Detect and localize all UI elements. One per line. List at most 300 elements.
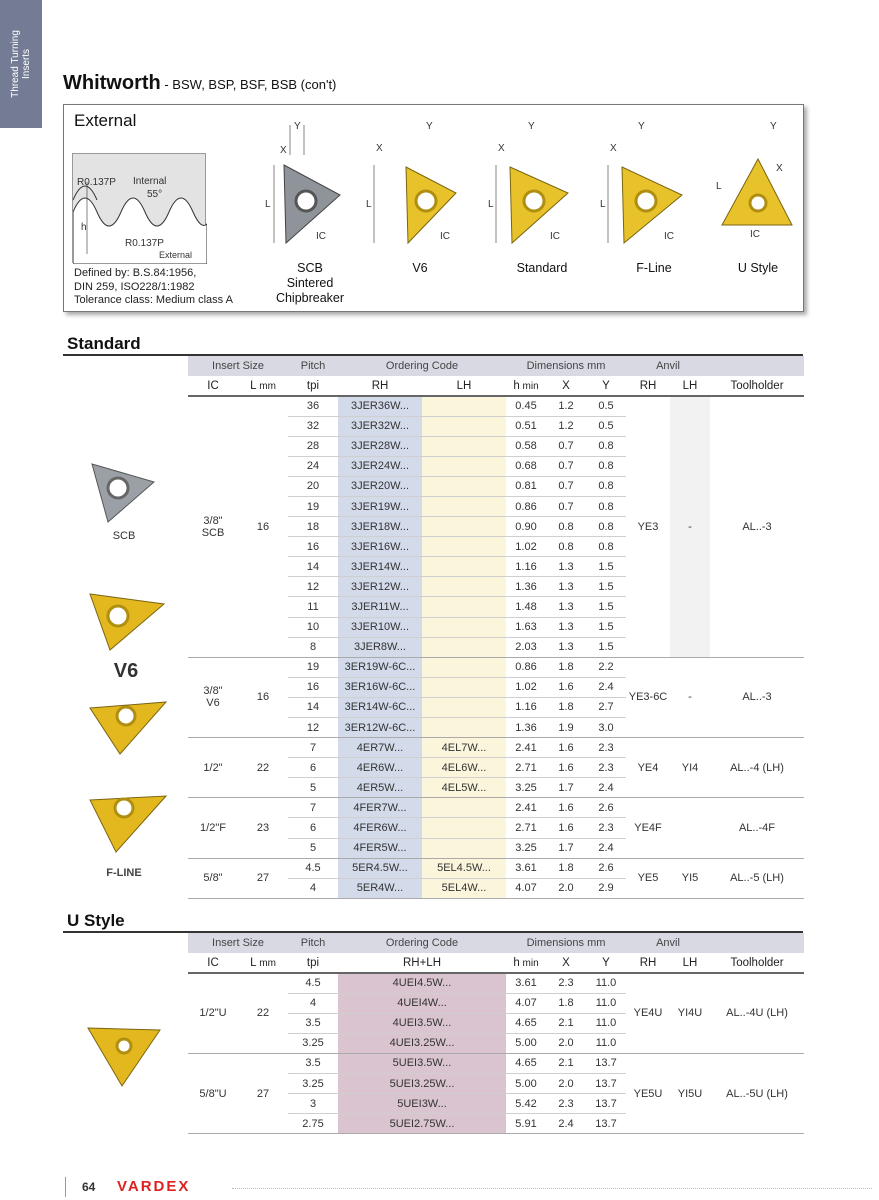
dim-x: 1.9 <box>546 718 586 738</box>
pitch-tpi: 4 <box>288 878 338 898</box>
dim-h: 0.86 <box>506 496 546 516</box>
dim-x: 0.8 <box>546 537 586 557</box>
dim-y: 1.5 <box>586 637 626 657</box>
code-rh: 3JER20W... <box>338 476 422 496</box>
code-lh: 5EL4W... <box>422 878 506 898</box>
page-number: 64 <box>82 1180 96 1194</box>
svg-text:IC: IC <box>550 231 560 242</box>
pitch-tpi: 18 <box>288 517 338 537</box>
v6-logo-text: V6 <box>113 660 139 682</box>
tool-fline <box>594 115 714 275</box>
dim-h: 3.25 <box>506 778 546 798</box>
scb-insert-icon <box>250 115 370 255</box>
pitch-tpi: 3.25 <box>288 1073 338 1093</box>
hdr-toolholder: Toolholder <box>710 376 804 396</box>
hdr-y: Y <box>586 376 626 396</box>
dim-x: 1.8 <box>546 657 586 677</box>
side-tab-label: Thread Turning Inserts <box>10 30 33 98</box>
footer-divider <box>65 1177 66 1197</box>
insert-ic: 3/8" V6 <box>188 657 238 737</box>
anvil-anvil-rh: YE3-6C <box>626 657 670 737</box>
table-row <box>188 858 804 878</box>
code-lh <box>422 436 506 456</box>
pitch-tpi: 3 <box>288 1094 338 1114</box>
anvil-toolholder: AL..-3 <box>710 657 804 737</box>
dim-x: 1.2 <box>546 396 586 416</box>
u-hdr-rhlh: RH+LH <box>338 953 506 973</box>
dim-y: 2.6 <box>586 858 626 878</box>
hdr-pitch: Pitch <box>288 356 338 376</box>
dim-x: 1.8 <box>546 697 586 717</box>
tool-label-standard: Standard <box>516 261 568 275</box>
ustyle-header-2 <box>188 953 804 973</box>
dim-x: 1.6 <box>546 738 586 758</box>
tool-scb <box>250 115 370 305</box>
dim-h: 1.16 <box>506 557 546 577</box>
dim-x: 1.6 <box>546 677 586 697</box>
v6-logo <box>106 660 146 683</box>
table-row <box>188 738 804 758</box>
table-row <box>188 798 804 818</box>
v6-insert-image <box>84 586 168 661</box>
title-main: Whitworth <box>63 72 161 94</box>
code-rh: 3JER16W... <box>338 537 422 557</box>
dim-x: 1.8 <box>546 993 586 1013</box>
code-rh: 4FER6W... <box>338 818 422 838</box>
pitch-tpi: 4.5 <box>288 858 338 878</box>
standard-insert-image <box>86 694 170 763</box>
hdr-lh: LH <box>422 376 506 396</box>
tool-label-fline: F-Line <box>636 261 672 275</box>
code-rh: 3JER10W... <box>338 617 422 637</box>
code-lh: 4EL5W... <box>422 778 506 798</box>
tool-ustyle <box>698 115 818 275</box>
insert-ic: 1/2" <box>188 738 238 798</box>
pitch-tpi: 10 <box>288 617 338 637</box>
pitch-tpi: 8 <box>288 637 338 657</box>
dim-h: 1.16 <box>506 697 546 717</box>
dim-y: 2.3 <box>586 758 626 778</box>
dim-h: 2.41 <box>506 798 546 818</box>
dim-y: 13.7 <box>586 1073 626 1093</box>
insert-l: 27 <box>238 858 288 898</box>
dim-h: 5.00 <box>506 1033 546 1053</box>
code-lh: 4EL6W... <box>422 758 506 778</box>
u-hdr-dimensions: Dimensions mm <box>506 933 626 953</box>
hdr-l-label: L <box>250 379 257 392</box>
insert-l: 22 <box>238 973 288 1053</box>
u-hdr-tpi: tpi <box>288 953 338 973</box>
dim-x: 0.7 <box>546 456 586 476</box>
code-rhlh: 4UEI3.25W... <box>338 1033 506 1053</box>
code-rh: 3JER28W... <box>338 436 422 456</box>
code-lh <box>422 456 506 476</box>
dim-x: 2.0 <box>546 878 586 898</box>
code-rh: 3ER19W-6C... <box>338 657 422 677</box>
scb-insert-image <box>88 456 158 531</box>
pitch-tpi: 5 <box>288 778 338 798</box>
anvil-anvil-lh: YI4 <box>670 738 710 798</box>
u-hdr-anvil: Anvil <box>626 933 710 953</box>
dim-h: 1.02 <box>506 677 546 697</box>
code-rh: 3JER14W... <box>338 557 422 577</box>
ustyle-insert-image <box>84 1020 164 1095</box>
dim-h: 0.81 <box>506 476 546 496</box>
dim-x: 1.6 <box>546 758 586 778</box>
svg-text:X: X <box>610 143 617 154</box>
dim-y: 13.7 <box>586 1114 626 1134</box>
dim-y: 2.2 <box>586 657 626 677</box>
anvil-anvil-lh: YI4U <box>670 973 710 1053</box>
svg-text:Y: Y <box>426 121 433 132</box>
code-lh <box>422 496 506 516</box>
code-lh <box>422 557 506 577</box>
code-rh: 3JER24W... <box>338 456 422 476</box>
profile-external: External <box>159 250 193 260</box>
dim-y: 1.5 <box>586 557 626 577</box>
u-hdr-l <box>238 953 288 973</box>
dim-x: 1.6 <box>546 798 586 818</box>
dim-ic: IC <box>316 231 326 242</box>
code-rh: 3JER8W... <box>338 637 422 657</box>
u-hdr-h-label: h <box>513 956 520 969</box>
pitch-tpi: 20 <box>288 476 338 496</box>
title-sub: - BSW, BSP, BSF, BSB (con't) <box>160 77 337 92</box>
code-lh <box>422 718 506 738</box>
code-rh: 4ER7W... <box>338 738 422 758</box>
code-lh <box>422 818 506 838</box>
standard-title: Standard <box>67 334 141 353</box>
dim-y: 2.4 <box>586 778 626 798</box>
dim-y: 0.8 <box>586 436 626 456</box>
anvil-anvil-rh: YE4F <box>626 798 670 858</box>
code-lh <box>422 657 506 677</box>
dim-y: 13.7 <box>586 1094 626 1114</box>
code-rhlh: 4UEI4.5W... <box>338 973 506 993</box>
insert-ic: 1/2"F <box>188 798 238 858</box>
dim-y: 0.5 <box>586 396 626 416</box>
table-row <box>188 396 804 416</box>
hdr-h-label: h <box>513 379 520 392</box>
code-rh: 5ER4W... <box>338 878 422 898</box>
hdr-ic: IC <box>188 376 238 396</box>
code-lh <box>422 838 506 858</box>
svg-text:IC: IC <box>440 231 450 242</box>
hdr-x: X <box>546 376 586 396</box>
dim-h: 0.51 <box>506 416 546 436</box>
dim-h: 5.00 <box>506 1073 546 1093</box>
dim-x: 1.3 <box>546 617 586 637</box>
dim-x: 2.0 <box>546 1033 586 1053</box>
anvil-anvil-lh: - <box>670 396 710 657</box>
v6-insert-icon <box>360 115 480 255</box>
hdr-l <box>238 376 288 396</box>
u-hdr-blank <box>710 933 804 953</box>
code-lh <box>422 637 506 657</box>
dim-x: 1.2 <box>546 416 586 436</box>
dim-h: 4.65 <box>506 1053 546 1073</box>
dim-x: 1.3 <box>546 597 586 617</box>
dim-y: 2.4 <box>586 677 626 697</box>
anvil-anvil-rh: YE4 <box>626 738 670 798</box>
dim-y: 1.5 <box>586 577 626 597</box>
pitch-tpi: 12 <box>288 577 338 597</box>
code-lh <box>422 697 506 717</box>
u-hdr-pitch: Pitch <box>288 933 338 953</box>
insert-l: 27 <box>238 1053 288 1133</box>
standard-header-2 <box>188 376 804 396</box>
pitch-tpi: 6 <box>288 758 338 778</box>
dim-y: 2.3 <box>586 818 626 838</box>
pitch-tpi: 2.75 <box>288 1114 338 1134</box>
hdr-l-unit: mm <box>256 380 276 392</box>
u-hdr-h <box>506 953 546 973</box>
code-rh: 3JER32W... <box>338 416 422 436</box>
code-lh <box>422 416 506 436</box>
pitch-tpi: 24 <box>288 456 338 476</box>
code-rh: 3ER14W-6C... <box>338 697 422 717</box>
hdr-ordering-code: Ordering Code <box>338 356 506 376</box>
dim-y: 11.0 <box>586 973 626 993</box>
dim-h: 0.68 <box>506 456 546 476</box>
table-row <box>188 657 804 677</box>
dim-y: 0.8 <box>586 456 626 476</box>
dim-h: 3.61 <box>506 858 546 878</box>
profile-angle: 55° <box>147 189 163 200</box>
dim-h: 4.07 <box>506 993 546 1013</box>
svg-text:Y: Y <box>528 121 535 132</box>
code-rh: 3JER19W... <box>338 496 422 516</box>
insert-l: 23 <box>238 798 288 858</box>
dim-h: 3.25 <box>506 838 546 858</box>
anvil-toolholder: AL..-5U (LH) <box>710 1053 804 1133</box>
svg-text:X: X <box>498 143 505 154</box>
pitch-tpi: 6 <box>288 818 338 838</box>
anvil-anvil-lh: - <box>670 657 710 737</box>
code-rh: 3ER12W-6C... <box>338 718 422 738</box>
code-rhlh: 5UEI3.25W... <box>338 1073 506 1093</box>
u-hdr-y: Y <box>586 953 626 973</box>
dim-y: 13.7 <box>586 1053 626 1073</box>
code-rhlh: 5UEI3.5W... <box>338 1053 506 1073</box>
pitch-tpi: 11 <box>288 597 338 617</box>
anvil-anvil-rh: YE5U <box>626 1053 670 1133</box>
svg-text:L: L <box>488 199 494 210</box>
insert-ic: 5/8" <box>188 858 238 898</box>
dim-x: 1.6 <box>546 818 586 838</box>
dim-h: 2.71 <box>506 818 546 838</box>
hdr-anvil-rh: RH <box>626 376 670 396</box>
page-title <box>63 72 336 95</box>
defined-line-2: DIN 259, ISO228/1:1982 <box>74 280 195 293</box>
code-rh: 3JER18W... <box>338 517 422 537</box>
dim-y: 2.3 <box>586 738 626 758</box>
code-lh <box>422 677 506 697</box>
code-rh: 3JER36W... <box>338 396 422 416</box>
pitch-tpi: 16 <box>288 537 338 557</box>
dim-x: 1.3 <box>546 557 586 577</box>
defined-line-1: Defined by: B.S.84:1956, <box>74 267 197 279</box>
dim-h: 0.45 <box>506 396 546 416</box>
hdr-insert-size: Insert Size <box>188 356 288 376</box>
dim-y: 0.8 <box>586 476 626 496</box>
svg-text:Y: Y <box>638 121 645 132</box>
code-rhlh: 5UEI3W... <box>338 1094 506 1114</box>
pitch-tpi: 5 <box>288 838 338 858</box>
u-hdr-anvil-rh: RH <box>626 953 670 973</box>
pitch-tpi: 19 <box>288 657 338 677</box>
pitch-tpi: 16 <box>288 677 338 697</box>
dim-l: L <box>265 199 271 210</box>
fline-insert-image <box>86 786 170 861</box>
dim-y: 2.9 <box>586 878 626 898</box>
u-hdr-ordering-code: Ordering Code <box>338 933 506 953</box>
dim-h: 5.42 <box>506 1094 546 1114</box>
dim-h: 1.63 <box>506 617 546 637</box>
dim-y: 2.4 <box>586 838 626 858</box>
dim-h: 0.58 <box>506 436 546 456</box>
code-lh <box>422 798 506 818</box>
dim-x: X <box>280 145 287 156</box>
u-hdr-l-unit: mm <box>256 957 276 969</box>
profile-h: h <box>81 222 87 233</box>
code-rhlh: 5UEI2.75W... <box>338 1114 506 1134</box>
dim-h: 1.48 <box>506 597 546 617</box>
thread-profile-diagram <box>72 153 206 263</box>
dim-x: 2.1 <box>546 1053 586 1073</box>
dim-y: 11.0 <box>586 1013 626 1033</box>
code-rh: 3JER12W... <box>338 577 422 597</box>
hdr-h-unit: min <box>519 380 539 392</box>
standard-table <box>188 356 804 899</box>
dim-x: 2.4 <box>546 1114 586 1134</box>
pitch-tpi: 32 <box>288 416 338 436</box>
anvil-anvil-rh: YE3 <box>626 396 670 657</box>
insert-ic: 3/8" SCB <box>188 396 238 657</box>
svg-text:L: L <box>600 199 606 210</box>
dim-y: 3.0 <box>586 718 626 738</box>
defined-line-3: Tolerance class: Medium class A <box>74 294 233 306</box>
code-lh <box>422 537 506 557</box>
pitch-tpi: 36 <box>288 396 338 416</box>
dim-y: 11.0 <box>586 1033 626 1053</box>
insert-l: 22 <box>238 738 288 798</box>
dim-h: 5.91 <box>506 1114 546 1134</box>
code-lh: 4EL7W... <box>422 738 506 758</box>
external-title: External <box>74 111 137 130</box>
dim-y: 0.8 <box>586 517 626 537</box>
u-hdr-l-label: L <box>250 956 257 969</box>
fline-logo: F-LINE <box>106 867 142 879</box>
pitch-tpi: 3.5 <box>288 1053 338 1073</box>
code-lh <box>422 617 506 637</box>
tool-standard <box>482 115 602 275</box>
ustyle-table <box>188 933 804 1134</box>
pitch-tpi: 12 <box>288 718 338 738</box>
defined-by <box>74 267 233 308</box>
dim-h: 3.61 <box>506 973 546 993</box>
brand-logo: VARDEX <box>117 1178 191 1195</box>
pitch-tpi: 3.5 <box>288 1013 338 1033</box>
insert-ic: 5/8"U <box>188 1053 238 1133</box>
anvil-anvil-rh: YE4U <box>626 973 670 1053</box>
dim-x: 1.3 <box>546 637 586 657</box>
standard-header-1 <box>188 356 804 376</box>
pitch-tpi: 4.5 <box>288 973 338 993</box>
anvil-anvil-rh: YE5 <box>626 858 670 898</box>
hdr-h <box>506 376 546 396</box>
hdr-rh: RH <box>338 376 422 396</box>
anvil-anvil-lh: YI5U <box>670 1053 710 1133</box>
dim-x: 1.8 <box>546 858 586 878</box>
pitch-tpi: 14 <box>288 697 338 717</box>
code-lh <box>422 597 506 617</box>
code-lh <box>422 517 506 537</box>
side-tab <box>0 0 42 128</box>
dim-h: 1.36 <box>506 718 546 738</box>
external-panel <box>63 104 804 312</box>
pitch-tpi: 3.25 <box>288 1033 338 1053</box>
dim-y: 0.5 <box>586 416 626 436</box>
tool-label-v6: V6 <box>412 261 428 275</box>
dim-h: 2.71 <box>506 758 546 778</box>
pitch-tpi: 19 <box>288 496 338 516</box>
u-hdr-ic: IC <box>188 953 238 973</box>
dim-y: 1.5 <box>586 617 626 637</box>
code-lh <box>422 476 506 496</box>
svg-text:Y: Y <box>770 121 777 132</box>
pitch-tpi: 4 <box>288 993 338 1013</box>
ustyle-header-1 <box>188 933 804 953</box>
code-rh: 4ER5W... <box>338 778 422 798</box>
svg-text:X: X <box>376 143 383 154</box>
code-rh: 3ER16W-6C... <box>338 677 422 697</box>
dim-y: 1.5 <box>586 597 626 617</box>
anvil-toolholder: AL..-5 (LH) <box>710 858 804 898</box>
anvil-anvil-lh: YI5 <box>670 858 710 898</box>
tool-label-ustyle: U Style <box>737 261 779 275</box>
dim-y: 2.7 <box>586 697 626 717</box>
table-row <box>188 1053 804 1073</box>
pitch-tpi: 7 <box>288 738 338 758</box>
hdr-tpi: tpi <box>288 376 338 396</box>
dim-x: 2.3 <box>546 973 586 993</box>
anvil-toolholder: AL..-4 (LH) <box>710 738 804 798</box>
dim-x: 2.0 <box>546 1073 586 1093</box>
code-rhlh: 4UEI4W... <box>338 993 506 1013</box>
profile-r-bottom: R0.137P <box>125 238 164 249</box>
u-hdr-anvil-lh: LH <box>670 953 710 973</box>
dim-x: 2.3 <box>546 1094 586 1114</box>
u-hdr-insert-size: Insert Size <box>188 933 288 953</box>
code-rh: 3JER11W... <box>338 597 422 617</box>
code-rh: 5ER4.5W... <box>338 858 422 878</box>
table-row <box>188 973 804 993</box>
footer-rule <box>232 1188 872 1189</box>
profile-r-top: R0.137P <box>77 177 116 188</box>
hdr-blank <box>710 356 804 376</box>
anvil-anvil-lh <box>670 798 710 858</box>
dim-y: 0.8 <box>586 537 626 557</box>
dim-y: 11.0 <box>586 993 626 1013</box>
pitch-tpi: 14 <box>288 557 338 577</box>
code-rh: 4FER5W... <box>338 838 422 858</box>
fline-insert-icon <box>594 115 714 255</box>
anvil-toolholder: AL..-4F <box>710 798 804 858</box>
pitch-tpi: 28 <box>288 436 338 456</box>
pitch-tpi: 7 <box>288 798 338 818</box>
dim-x: 1.7 <box>546 838 586 858</box>
